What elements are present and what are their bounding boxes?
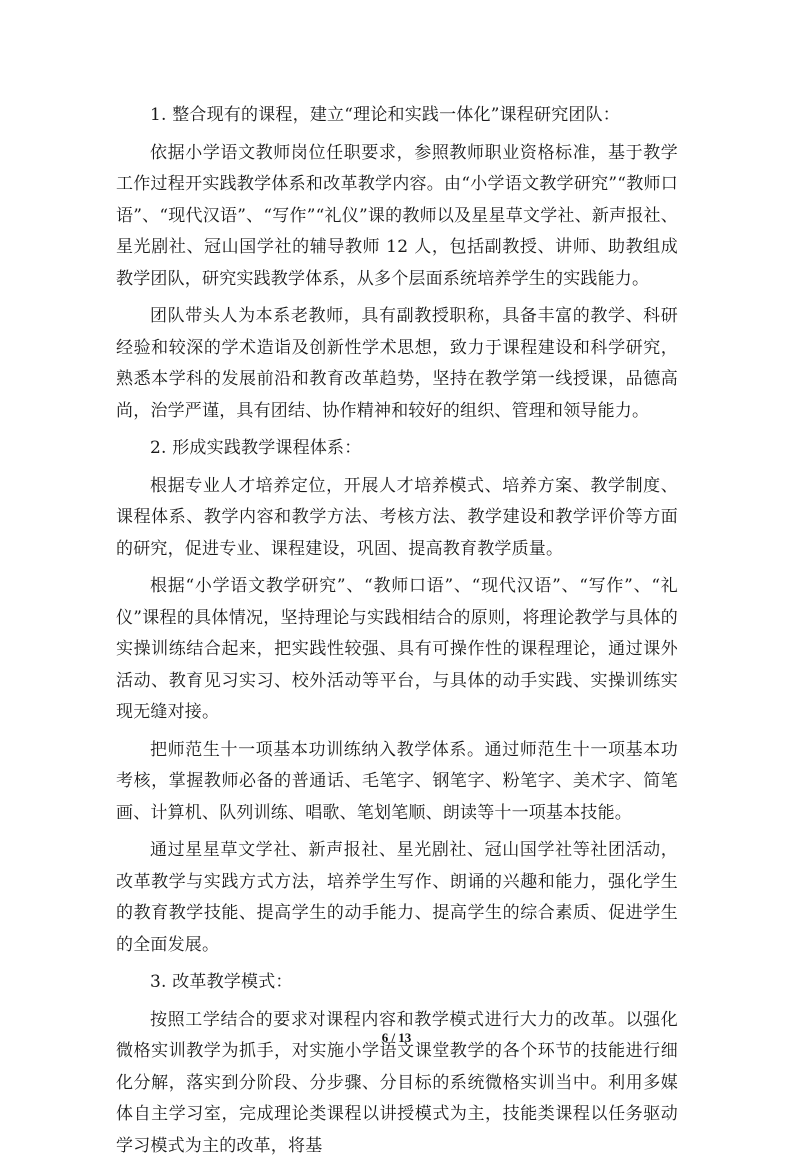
heading-2: 2. 形成实践教学课程体系：	[116, 433, 678, 465]
paragraph: 团队带头人为本系老教师，具有副教授职称，具备丰富的教学、科研经验和较深的学术造诣及创新性学术思想，致力于课程建设和科学研究，熟悉本学科的发展前沿和教育改革趋势，坚持在教学第一线授课，品德高尚，治学严谨，具有团结、协作精神和较好的组织、管理和领导能力。	[116, 301, 678, 427]
paragraph: 根据专业人才培养定位，开展人才培养模式、培养方案、教学制度、课程体系、教学内容和教学方法、考核方法、教学建设和教学评价等方面的研究，促进专业、课程建设，巩固、提高教育教学质量。	[116, 471, 678, 566]
paragraph: 把师范生十一项基本功训练纳入教学体系。通过师范生十一项基本功考核，掌握教师必备的普通话、毛笔字、钢笔字、粉笔字、美术字、简笔画、计算机、队列训练、唱歌、笔划笔顺、朗读等十一项基本技能。	[116, 735, 678, 830]
paragraph: 根据“小学语文教学研究”、“教师口语”、“现代汉语”、“写作”、“礼仪”课程的具体情况，坚持理论与实践相结合的原则，将理论教学与具体的实操训练结合起来，把实践性较强、具有可操作性的课程理论，通过课外活动、教育见习实习、校外活动等平台，与具体的动手实践、实操训练实现无缝对接。	[116, 571, 678, 729]
paragraph: 依据小学语文教师岗位任职要求，参照教师职业资格标准，基于教学工作过程开实践教学体系和改革教学内容。由“小学语文教学研究”“教师口语”、“现代汉语”、“写作”“礼仪”课的教师以及星星草文学社、新声报社、星光剧社、冠山国学社的辅导教师 12 人，包括副教授、讲师、助教组成教学团队，研究实践教学体系，从多个层面系统培养学生的实践能力。	[116, 138, 678, 296]
heading-1: 1. 整合现有的课程，建立“理论和实践一体化”课程研究团队：	[116, 100, 678, 132]
document-body	[116, 100, 678, 1162]
paragraph: 按照工学结合的要求对课程内容和教学模式进行大力的改革。以强化微格实训教学为抓手，对实施小学语文课堂教学的各个环节的技能进行细化分解，落实到分阶段、分步骤、分目标的系统微格实训当中。利用多媒体自主学习室，完成理论类课程以讲授模式为主，技能类课程以任务驱动学习模式为主的改革，将基	[116, 1005, 678, 1162]
paragraph: 通过星星草文学社、新声报社、星光剧社、冠山国学社等社团活动，改革教学与实践方式方法，培养学生写作、朗诵的兴趣和能力，强化学生的教育教学技能、提高学生的动手能力、提高学生的综合素质、促进学生的全面发展。	[116, 835, 678, 961]
page-number: 6 / 13	[0, 1030, 793, 1046]
heading-3: 3. 改革教学模式：	[116, 967, 678, 999]
